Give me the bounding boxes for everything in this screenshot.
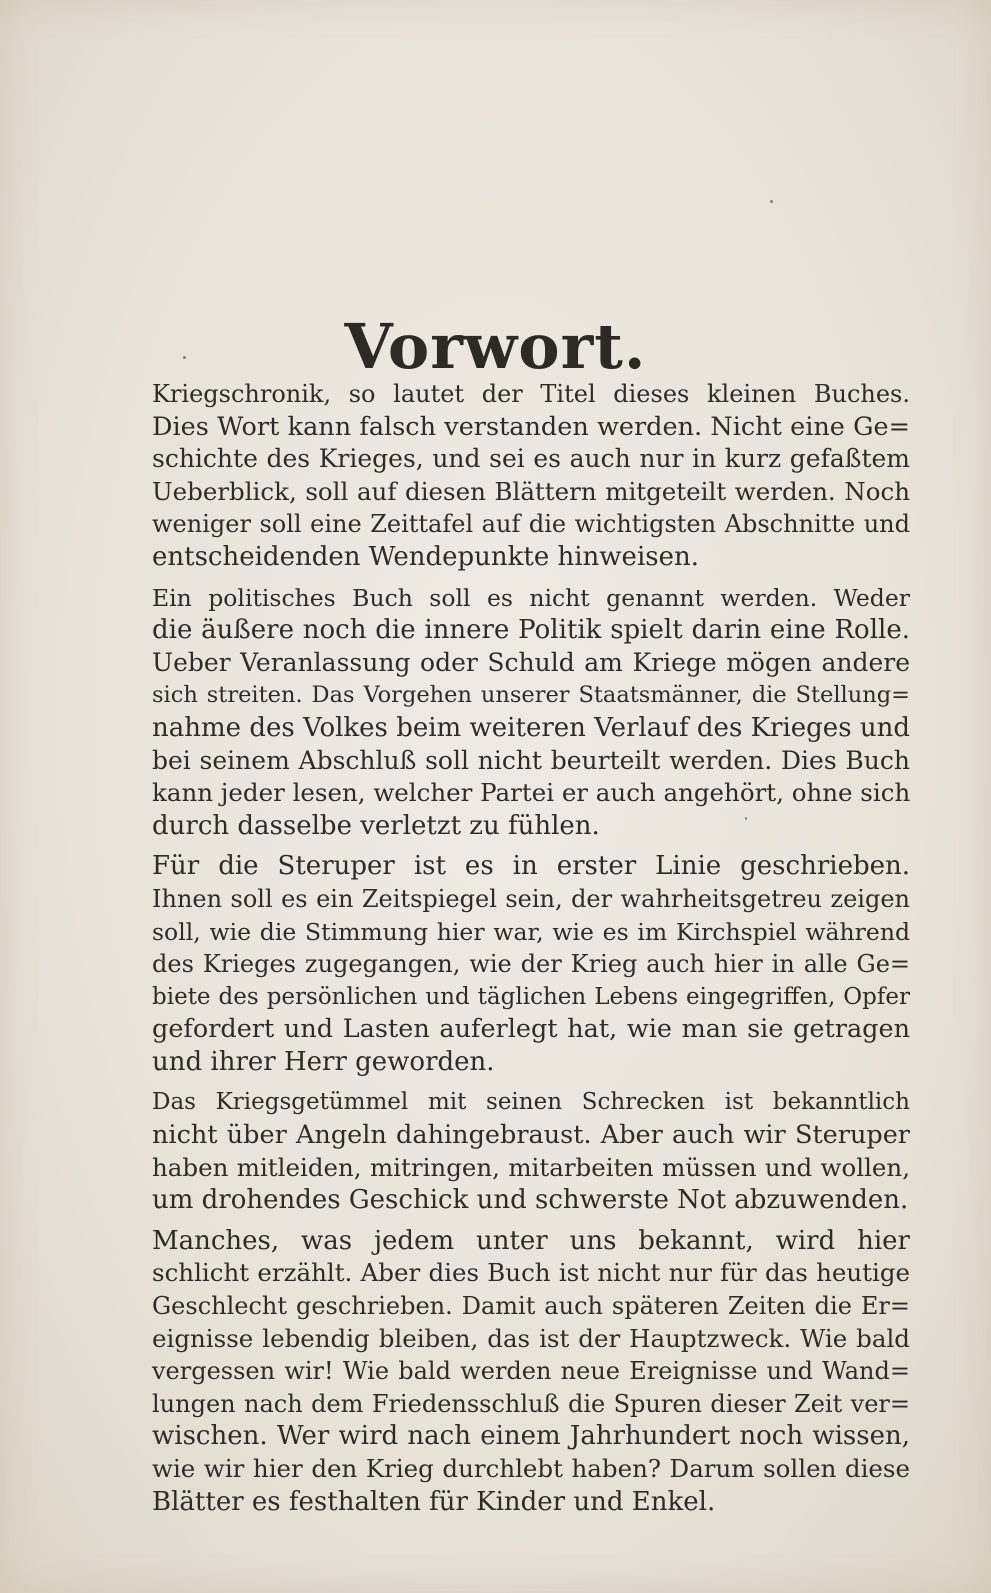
paragraph <box>82 582 910 843</box>
text-line: durch dasselbe verletzt zu fühlen. <box>152 810 600 841</box>
text-line: vergessen wir! Wie bald werden neue Ereignisse und Wand= <box>152 1357 910 1386</box>
text-line: Das Kriegsgetümmel mit seinen Schrecken ist bekanntlich <box>152 1089 910 1116</box>
paper-speck <box>770 200 773 203</box>
text-line: kann jeder lesen, welcher Partei er auch angehört, ohne sich <box>152 778 911 808</box>
text-line: Ueber Veranlassung oder Schuld am Kriege mögen andere <box>152 647 910 677</box>
paragraph <box>82 850 910 1078</box>
text-line: Dies Wort kann falsch verstanden werden. Nicht eine Ge= <box>152 411 910 442</box>
text-line: weniger soll eine Zeittafel auf die wichtigsten Abschnitte und <box>152 510 910 539</box>
text-line: Für die Steruper ist es in erster Linie geschrieben. <box>152 851 910 882</box>
body-text <box>82 378 910 1526</box>
text-line: entscheidenden Wendepunkte hinweisen. <box>152 541 700 572</box>
text-line: um drohendes Geschick und schwerste Not abzuwenden. <box>152 1185 909 1216</box>
text-line: Manches, was jedem unter uns bekannt, wird hier <box>152 1225 910 1256</box>
text-line: Blätter es festhalten für Kinder und Enkel. <box>152 1486 716 1517</box>
text-line: haben mitleiden, mitringen, mitarbeiten müssen und wollen, <box>152 1152 910 1182</box>
paragraph <box>82 1086 910 1216</box>
text-line: nicht über Angeln dahingebraust. Aber auch wir Steruper <box>152 1120 910 1151</box>
text-line: Kriegschronik, so lautet der Titel dieses kleinen Buches. <box>152 380 910 408</box>
text-line: und ihrer Herr geworden. <box>152 1046 495 1077</box>
paragraph <box>82 378 910 574</box>
text-line: die äußere noch die innere Politik spielt darin eine Rolle. <box>152 615 910 646</box>
text-line: Geschlecht geschrieben. Damit auch späteren Zeiten die Er= <box>152 1292 910 1321</box>
text-line: sich streiten. Das Vorgehen unserer Staatsmänner, die Stellung= <box>152 682 910 709</box>
text-line: nahme des Volkes beim weiteren Verlauf des Krieges und <box>152 712 910 743</box>
text-line: schlicht erzählt. Aber dies Buch ist nicht nur für das heutige <box>152 1258 910 1288</box>
text-line: lungen nach dem Friedensschluß die Spuren dieser Zeit ver= <box>152 1389 910 1418</box>
text-line: biete des persönlichen und täglichen Lebens eingegriffen, Opfer <box>152 983 910 1010</box>
text-line: Ein politisches Buch soll es nicht genannt werden. Weder <box>152 583 910 612</box>
text-line: wie wir hier den Krieg durchlebt haben? Darum sollen diese <box>152 1454 910 1483</box>
text-line: Ihnen soll es ein Zeitspiegel sein, der wahrheitsgetreu zeigen <box>152 884 910 913</box>
text-line: soll, wie die Stimmung hier war, wie es im Kirchspiel während <box>152 917 910 946</box>
text-line: eignisse lebendig bleiben, das ist der Hauptzweck. Wie bald <box>152 1323 910 1353</box>
text-line: gefordert und Lasten auferlegt hat, wie man sie getragen <box>152 1014 910 1045</box>
text-line: des Krieges zugegangen, wie der Krieg auch hier in alle Ge= <box>152 950 910 979</box>
text-line: wischen. Wer wird nach einem Jahrhundert noch wissen, <box>152 1421 910 1452</box>
text-line: schichte des Krieges, und sei es auch nur in kurz gefaßtem <box>152 444 910 474</box>
paragraph <box>82 1225 910 1518</box>
text-line: Ueberblick, soll auf diesen Blättern mitgeteilt werden. Noch <box>152 476 910 506</box>
text-line: bei seinem Abschluß soll nicht beurteilt werden. Dies Buch <box>152 745 910 775</box>
page-title: Vorwort. <box>344 309 647 383</box>
